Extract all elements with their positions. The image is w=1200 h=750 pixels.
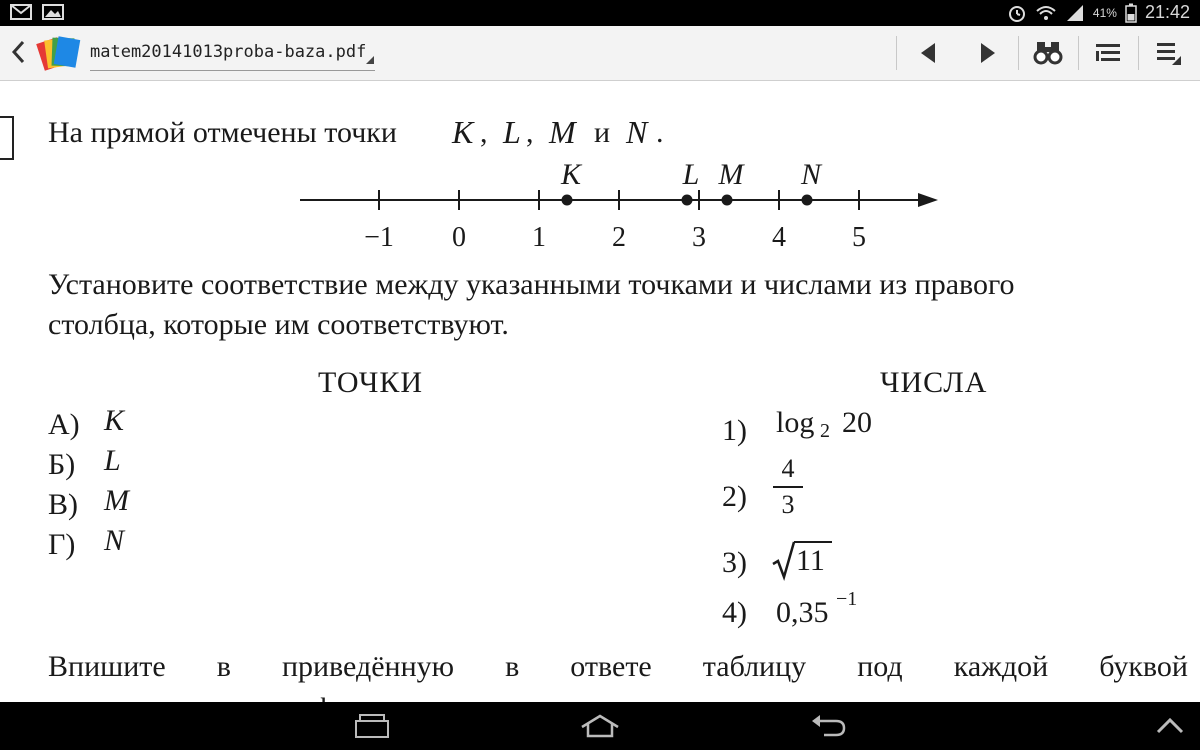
previous-button[interactable]: [908, 36, 948, 70]
number-line-tick-label: 2: [612, 222, 626, 253]
number-index: 3): [722, 546, 747, 579]
answer-word: ответе: [570, 650, 652, 683]
toolbar-divider: [1078, 36, 1079, 70]
number-line: [290, 158, 950, 253]
filename-underline: [90, 70, 375, 71]
home-icon: [578, 713, 622, 739]
fraction-denominator: 3: [781, 490, 795, 519]
option-letter: А): [48, 408, 80, 441]
menu-icon: [1154, 40, 1182, 66]
system-navigation-bar: [0, 702, 1200, 750]
status-bar: [0, 0, 1200, 26]
toolbar-divider: [896, 36, 897, 70]
task-number-box: [0, 116, 14, 160]
back-nav-button[interactable]: [798, 710, 858, 742]
pdf-page[interactable]: [0, 80, 1200, 702]
number-line-point-label: N: [800, 158, 822, 191]
number-line-point: [682, 195, 693, 206]
option-letter: Б): [48, 448, 76, 481]
power-base: 0,35: [776, 596, 829, 629]
wifi-icon: [1035, 4, 1057, 22]
number-line-point: [802, 195, 813, 206]
toolbar-divider: [1018, 36, 1019, 70]
search-button[interactable]: [1028, 36, 1068, 70]
triangle-right-icon: [977, 41, 999, 65]
viewer-toolbar: [0, 26, 1200, 81]
fraction-numerator: 4: [781, 454, 795, 483]
option-letter: В): [48, 488, 78, 521]
app-logo-icon: [36, 34, 80, 72]
alarm-icon: [1007, 3, 1027, 23]
number-line-point: [562, 195, 573, 206]
number-line-point: [722, 195, 733, 206]
points-heading: ТОЧКИ: [318, 366, 424, 399]
number-index: 1): [722, 414, 747, 447]
intro-comma: ,: [480, 116, 488, 149]
number-line-tick-label: 1: [532, 222, 546, 253]
answer-word: приведённую: [281, 650, 455, 683]
number-index: 4): [722, 596, 747, 629]
next-button[interactable]: [968, 36, 1008, 70]
expand-button[interactable]: [1140, 710, 1200, 742]
triangle-left-icon: [917, 41, 939, 65]
document-filename[interactable]: matem20141013proba-baza.pdf: [90, 42, 367, 62]
binoculars-icon: [1033, 39, 1063, 67]
answer-word: в: [505, 650, 520, 683]
intro-and: и: [594, 116, 611, 149]
image-icon: [42, 3, 64, 21]
answer-word: буквой: [1099, 650, 1188, 683]
sqrt-radicand: 11: [796, 544, 825, 577]
number-line-tick-label: 3: [692, 222, 706, 253]
answer-word: в: [216, 650, 231, 683]
menu-button[interactable]: [1148, 36, 1188, 70]
option-point: N: [104, 524, 125, 557]
answer-word: под: [857, 650, 903, 683]
number-log: log: [776, 406, 815, 439]
number-line-arrow: [918, 193, 938, 207]
number-line-tick-label: 5: [852, 222, 866, 253]
caret-up-icon: [1155, 716, 1185, 736]
battery-icon: [1125, 3, 1137, 23]
outline-list-icon: [1095, 42, 1121, 64]
instruction-line-2: столбца, которые им соответствуют.: [48, 308, 509, 341]
back-icon[interactable]: [10, 38, 26, 66]
option-letter: Г): [48, 528, 76, 561]
intro-text: На прямой отмечены точки: [48, 116, 397, 149]
battery-percent: 41%: [1092, 5, 1117, 20]
sqrt-overline: [794, 541, 832, 543]
intro-period: .: [656, 116, 664, 149]
answer-instruction: [48, 650, 1188, 684]
number-line-point-label: L: [682, 158, 700, 191]
intro-comma: ,: [526, 116, 534, 149]
answer-word: таблицу: [702, 650, 807, 683]
recent-apps-icon: [352, 713, 392, 739]
instruction-line-1: Установите соответствие между указанными точками и числами из правого: [48, 268, 1015, 301]
number-line-point-label: M: [718, 158, 744, 191]
number-line-point-label: K: [560, 158, 582, 191]
toolbar-divider: [1138, 36, 1139, 70]
outline-button[interactable]: [1088, 36, 1128, 70]
sqrt-sign-icon: [772, 540, 796, 580]
intro-point-n: N: [626, 114, 648, 150]
clock: 21:42: [1144, 2, 1190, 22]
recent-apps-button[interactable]: [342, 710, 402, 742]
option-point: M: [104, 484, 129, 517]
fraction: [773, 454, 803, 520]
return-icon: [808, 713, 848, 739]
number-log-arg: 20: [842, 406, 872, 439]
numbers-heading: ЧИСЛА: [880, 366, 988, 399]
intro-point-m: M: [549, 114, 576, 150]
number-line-tick-label: 0: [452, 222, 466, 253]
power-exponent: −1: [836, 588, 858, 610]
answer-word: каждой: [953, 650, 1049, 683]
intro-point-k: K: [452, 114, 474, 150]
intro-point-l: L: [503, 114, 521, 150]
filename-dropdown-icon[interactable]: [366, 56, 374, 64]
number-line-tick-label: −1: [364, 222, 394, 253]
answer-word: Впишите: [48, 650, 166, 683]
mail-icon: [10, 3, 32, 21]
number-index: 2): [722, 480, 747, 513]
option-point: K: [104, 404, 125, 437]
fraction-bar: [773, 486, 803, 488]
number-line-tick-label: 4: [772, 222, 786, 253]
option-point: L: [104, 444, 121, 477]
number-log-base: 2: [820, 420, 830, 442]
signal-icon: [1065, 4, 1085, 22]
home-button[interactable]: [570, 710, 630, 742]
